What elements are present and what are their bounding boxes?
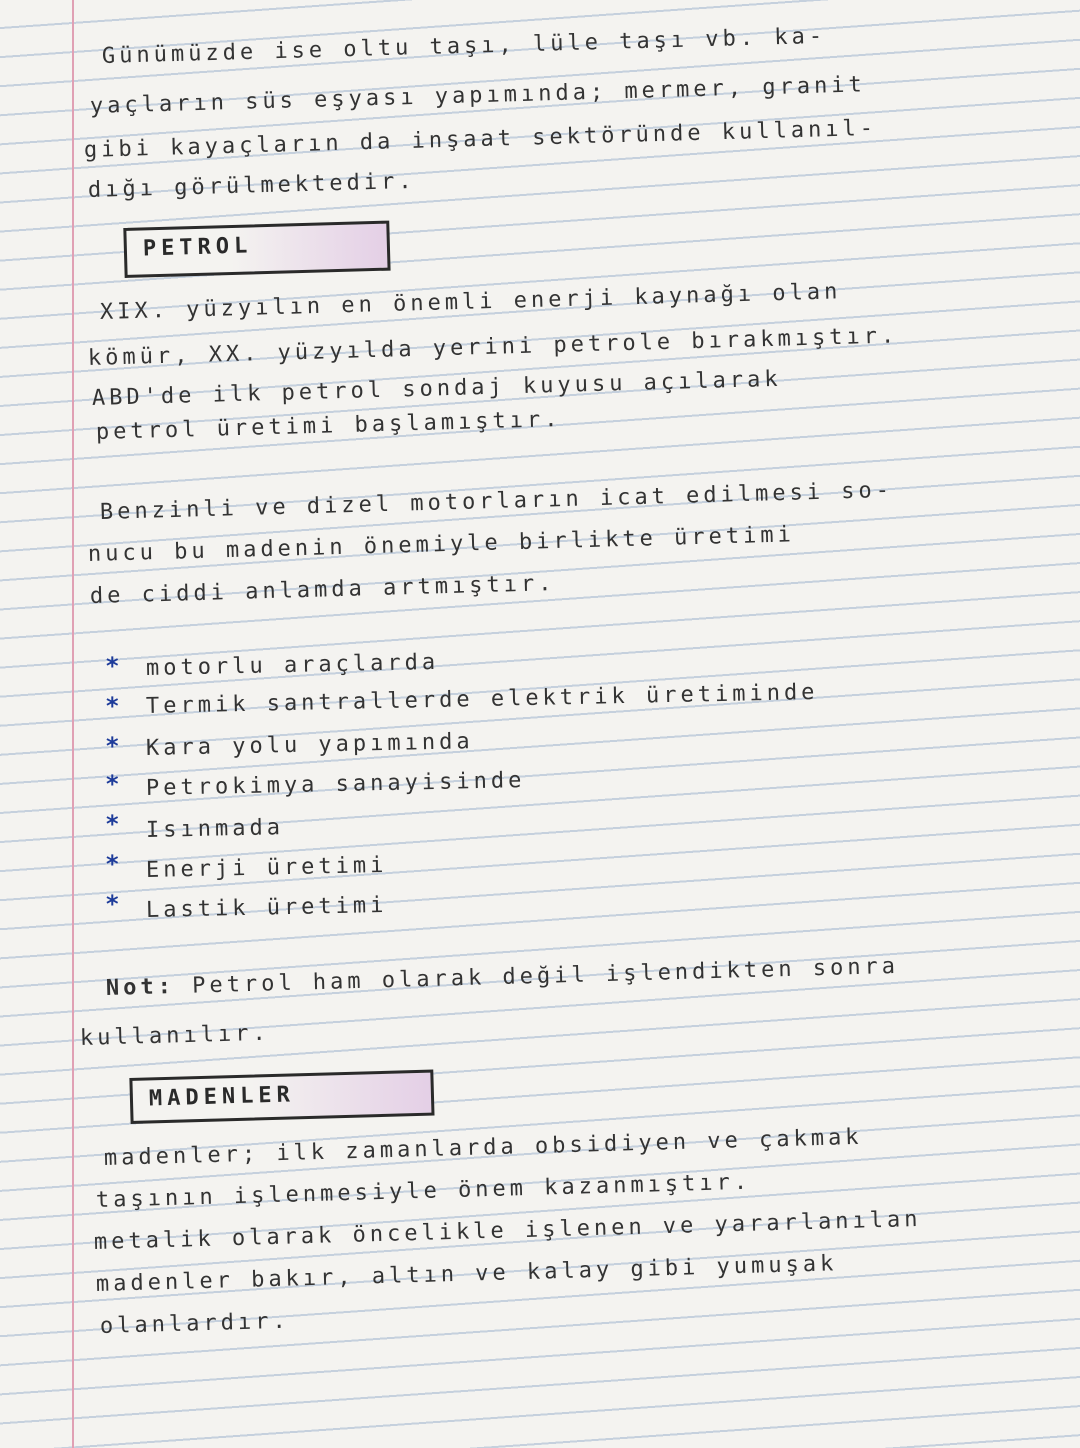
madenler-line-1: madenler; ilk zamanlarda obsidiyen ve çakmak xyxy=(103,1124,863,1171)
section-heading-madenler: MADENLER xyxy=(129,1070,434,1124)
petrol-p2-line-2: nucu bu madenin önemiyle birlikte üretimi xyxy=(87,522,796,567)
use-item: Kara yolu yapımında xyxy=(145,729,474,761)
bullet-star-icon: * xyxy=(106,732,119,760)
petrol-p1-line-4: petrol üretimi başlamıştır. xyxy=(95,407,562,445)
petrol-p1-line-3: ABD'de ilk petrol sondaj kuyusu açılarak xyxy=(91,366,782,411)
note-label: Not: xyxy=(105,974,176,1001)
bullet-star-icon: * xyxy=(106,850,119,878)
margin-line xyxy=(72,0,74,1448)
intro-line-1: Günümüzde ise oltu taşı, lüle taşı vb. ka- xyxy=(101,23,827,69)
bullet-star-icon: * xyxy=(106,652,119,680)
madenler-line-3: metalik olarak öncelikle işlenen ve yararlanılan xyxy=(93,1206,922,1255)
section-heading-petrol: PETROL xyxy=(123,221,390,278)
intro-line-2: yaçların süs eşyası yapımında; mermer, granit xyxy=(89,72,867,119)
use-item: Termik santrallerde elektrik üretiminde xyxy=(145,679,819,719)
bullet-star-icon: * xyxy=(106,810,119,838)
note-text: Petrol ham olarak değil işlendikten sonra xyxy=(191,953,900,999)
petrol-p1-line-1: XIX. yüzyılın en önemli enerji kaynağı olan xyxy=(99,279,842,325)
petrol-p1-line-2: kömür, XX. yüzyılda yerini petrole bırakmıştır. xyxy=(87,323,899,371)
bullet-star-icon: * xyxy=(106,770,119,798)
intro-line-3: gibi kayaçların da inşaat sektöründe kullanıl- xyxy=(83,115,878,163)
petrol-p2-line-3: de ciddi anlamda artmıştır. xyxy=(89,571,556,609)
use-item: Lastik üretimi xyxy=(145,892,388,923)
madenler-line-5: olanlardır. xyxy=(99,1308,290,1339)
use-item: Isınmada xyxy=(145,815,285,843)
intro-line-4: dığı görülmektedir. xyxy=(87,168,416,203)
note-line-1 xyxy=(106,954,900,1001)
madenler-line-4: madenler bakır, altın ve kalay gibi yumuşak xyxy=(95,1251,838,1297)
use-item: motorlu araçlarda xyxy=(145,649,440,681)
bullet-star-icon: * xyxy=(106,692,119,720)
bullet-star-icon: * xyxy=(106,890,119,918)
petrol-p2-line-1: Benzinli ve dizel motorların icat edilmesi so- xyxy=(99,477,894,525)
madenler-line-2: taşının işlenmesiyle önem kazanmıştır. xyxy=(95,1169,752,1213)
use-item: Enerji üretimi xyxy=(145,852,388,883)
note-line-2: kullanılır. xyxy=(79,1020,270,1051)
use-item: Petrokimya sanayisinde xyxy=(145,768,526,801)
